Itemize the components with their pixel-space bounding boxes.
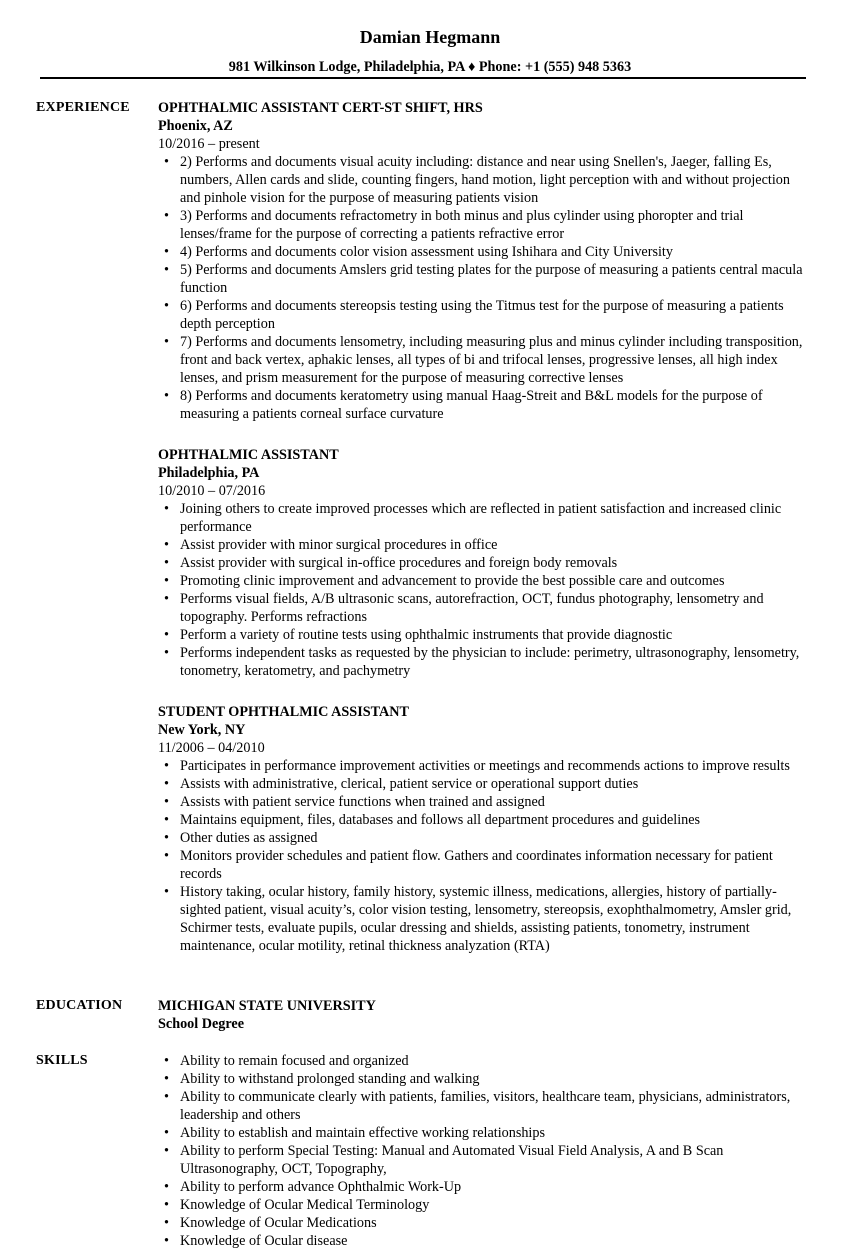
skill-item: • Ability to perform advance Ophthalmic Work-Up	[158, 1178, 808, 1196]
header-divider	[40, 77, 806, 79]
job-bullet: • Maintains equipment, files, databases and follows all department procedures and guidelines	[158, 811, 808, 829]
job-title: STUDENT OPHTHALMIC ASSISTANT	[158, 704, 409, 720]
job-bullets	[158, 500, 808, 680]
skill-item: • Knowledge of Ocular disease	[158, 1232, 808, 1250]
job-bullet: • Monitors provider schedules and patient flow. Gathers and coordinates information necessary for patient records	[158, 847, 808, 883]
job-bullet: • Perform a variety of routine tests using ophthalmic instruments that provide diagnostic	[158, 626, 808, 644]
school-name: MICHIGAN STATE UNIVERSITY	[158, 998, 376, 1014]
section-title-skills: SKILLS	[36, 1053, 88, 1068]
job-dates: 10/2016 – present	[158, 136, 260, 152]
job-bullet: • 2) Performs and documents visual acuity including: distance and near using Snellen's, Jaeger, falling Es, numbers, Allen cards and slide, counting fingers, hand motion, light perception with and without projection and pinhole vision for the purpose of measuring patients vision	[158, 153, 808, 207]
candidate-name: Damian Hegmann	[359, 27, 501, 47]
job-bullet: • Performs visual fields, A/B ultrasonic scans, autorefraction, OCT, fundus photography, lensometry and topography. Performs refractions	[158, 590, 808, 626]
job-location: New York, NY	[158, 722, 246, 738]
job-entry	[158, 446, 808, 680]
job-bullet: • Other duties as assigned	[158, 829, 808, 847]
skills-list-container	[158, 1052, 808, 1250]
job-bullet: • History taking, ocular history, family history, systemic illness, medications, allergies, history of partially-sighted patient, visual acuity’s, color vision testing, lensometry, stereopsis, exophthalmometry, Amsler grid, Schirmer tests, evaluate pupils, ocular dressing and shields, assisting patients, tonometry, instrument maintenance, ocular motility, retinal thickness analyzation (RTA)	[158, 883, 808, 955]
section-title-education: EDUCATION	[36, 998, 123, 1013]
job-bullet: • 4) Performs and documents color vision assessment using Ishihara and City University	[158, 243, 808, 261]
skill-item: • Ability to establish and maintain effective working relationships	[158, 1124, 808, 1142]
job-bullet: • 8) Performs and documents keratometry using manual Haag-Streit and B&L models for the purpose of measuring a patients corneal surface curvature	[158, 387, 808, 423]
job-bullet: • 3) Performs and documents refractometry in both minus and plus cylinder using phoropter and trial lenses/frame for the purpose of correcting a patients refractive error	[158, 207, 808, 243]
job-bullet: • Promoting clinic improvement and advancement to provide the best possible care and outcomes	[158, 572, 808, 590]
job-bullets	[158, 153, 808, 423]
job-bullet: • 6) Performs and documents stereopsis testing using the Titmus test for the purpose of measuring a patients depth perception	[158, 297, 808, 333]
job-bullet: • Participates in performance improvement activities or meetings and recommends actions to improve results	[158, 757, 808, 775]
job-bullet: • Assist provider with minor surgical procedures in office	[158, 536, 808, 554]
contact-line: 981 Wilkinson Lodge, Philadelphia, PA ♦ Phone: +1 (555) 948 5363	[228, 59, 632, 75]
job-entry	[158, 703, 808, 955]
job-bullet: • Assists with administrative, clerical, patient service or operational support duties	[158, 775, 808, 793]
job-bullet: • Assists with patient service functions when trained and assigned	[158, 793, 808, 811]
job-location: Phoenix, AZ	[158, 118, 233, 134]
job-title: OPHTHALMIC ASSISTANT CERT-ST SHIFT, HRS	[158, 100, 483, 116]
job-bullet: • Performs independent tasks as requested by the physician to include: perimetry, ultrasonography, lensometry, tonometry, keratometry, and pachymetry	[158, 644, 808, 680]
skills-list	[158, 1052, 808, 1250]
job-bullet: • Joining others to create improved processes which are reflected in patient satisfaction and increased clinic performance	[158, 500, 808, 536]
section-title-experience: EXPERIENCE	[36, 100, 130, 115]
job-title: OPHTHALMIC ASSISTANT	[158, 447, 339, 463]
job-bullet: • Assist provider with surgical in-office procedures and foreign body removals	[158, 554, 808, 572]
job-dates: 11/2006 – 04/2010	[158, 740, 265, 756]
job-bullets	[158, 757, 808, 955]
skill-item: • Knowledge of Ocular Medical Terminology	[158, 1196, 808, 1214]
education-entry	[158, 997, 808, 1033]
skill-item: • Knowledge of Ocular Medications	[158, 1214, 808, 1232]
job-bullet: • 7) Performs and documents lensometry, including measuring plus and minus cylinder including transposition, front and back vertex, aphakic lenses, all types of bi and trifocal lenses, progressive lenses, all high index lenses, and prism measurement for the purpose of measuring corrective lenses	[158, 333, 808, 387]
skill-item: • Ability to communicate clearly with patients, families, visitors, healthcare team, physicians, administrators, leadership and others	[158, 1088, 808, 1124]
skill-item: • Ability to perform Special Testing: Manual and Automated Visual Field Analysis, A and B Scan Ultrasonography, OCT, Topography,	[158, 1142, 808, 1178]
job-location: Philadelphia, PA	[158, 465, 260, 481]
job-bullet: • 5) Performs and documents Amslers grid testing plates for the purpose of measuring a patients central macula function	[158, 261, 808, 297]
experience-list	[158, 99, 808, 978]
skill-item: • Ability to withstand prolonged standing and walking	[158, 1070, 808, 1088]
degree: School Degree	[158, 1016, 245, 1032]
job-entry	[158, 99, 808, 423]
skill-item: • Ability to remain focused and organized	[158, 1052, 808, 1070]
job-dates: 10/2010 – 07/2016	[158, 483, 266, 499]
